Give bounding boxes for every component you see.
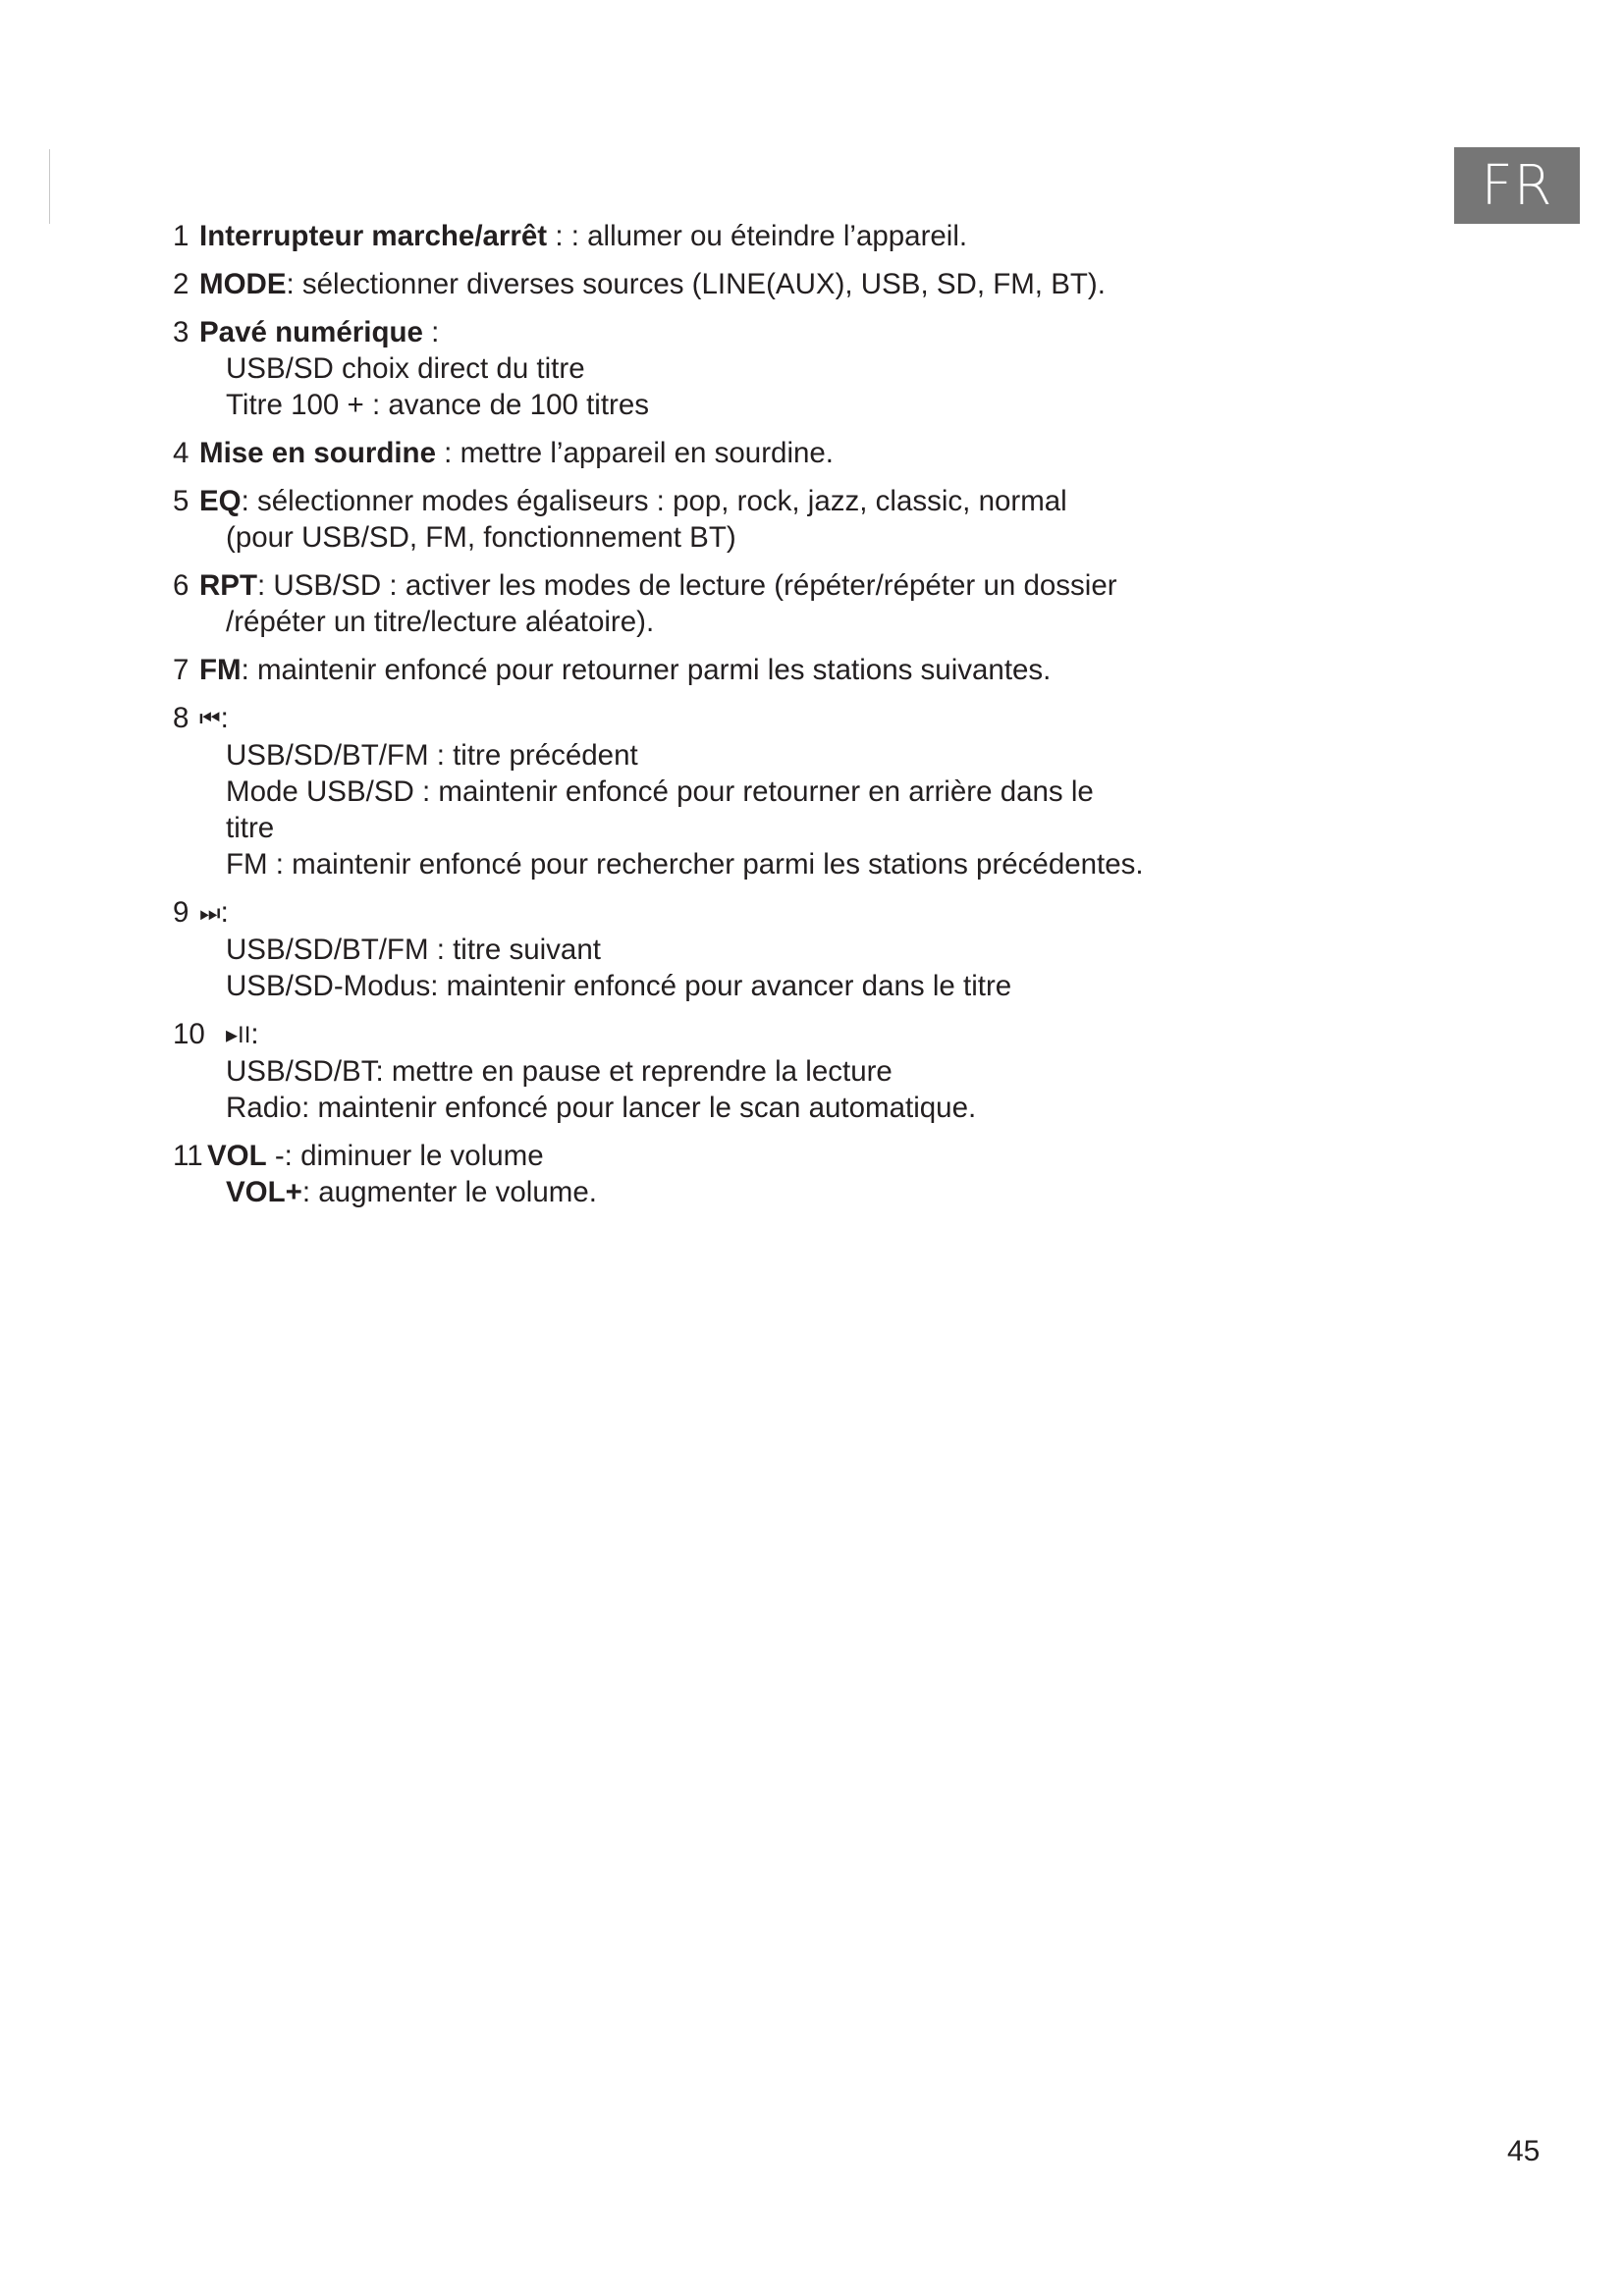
item-subline: USB/SD/BT/FM : titre suivant (226, 934, 601, 966)
list-item (173, 218, 1233, 254)
item-label: FM (199, 654, 242, 686)
next-track-icon: ⏭ (199, 900, 221, 927)
item-label: VOL+ (226, 1176, 302, 1208)
item-text: : (422, 316, 440, 348)
page-number: 45 (1507, 2135, 1541, 2167)
item-text: : : allumer ou éteindre l’appareil. (547, 220, 968, 252)
item-text: : sélectionner modes égaliseurs : pop, rock, jazz, classic, normal (241, 485, 1067, 517)
item-label: VOL (207, 1140, 267, 1172)
item-wrap-line: (pour USB/SD, FM, fonctionnement BT) (226, 521, 736, 554)
list-item (173, 266, 1233, 302)
item-label: RPT (199, 569, 257, 602)
list-item (173, 1016, 1233, 1126)
item-number: 5 (173, 485, 189, 517)
language-tab: FR (1454, 147, 1580, 224)
item-text: : USB/SD : activer les modes de lecture (répéter/répéter un dossier (257, 569, 1117, 602)
item-subline: FM : maintenir enfoncé pour rechercher parmi les stations précédentes. (226, 848, 1144, 881)
item-subline: USB/SD choix direct du titre (226, 352, 585, 385)
item-label: Interrupteur marche/arrêt (199, 220, 548, 252)
item-subline: Titre 100 + : avance de 100 titres (226, 389, 650, 421)
item-text: : (250, 1018, 259, 1050)
controls-list (173, 218, 1233, 1210)
list-item (173, 435, 1233, 471)
item-text: : mettre l’appareil en sourdine. (435, 437, 835, 469)
item-number: 7 (173, 654, 189, 686)
previous-track-icon: ⏮ (199, 706, 221, 732)
item-label: MODE (199, 268, 287, 300)
item-number: 4 (173, 437, 189, 469)
item-subline: Radio: maintenir enfoncé pour lancer le scan automatique. (226, 1092, 977, 1124)
item-subline: USB/SD/BT/FM : titre précédent (226, 739, 638, 772)
item-label: Mise en sourdine (199, 437, 436, 469)
item-text: : maintenir enfoncé pour retourner parmi les stations suivantes. (241, 654, 1052, 686)
play-pause-icon: ▸II (226, 1022, 251, 1048)
item-subline: USB/SD-Modus: maintenir enfoncé pour avancer dans le titre (226, 970, 1012, 1002)
item-number: 10 (173, 1018, 205, 1050)
item-subline: Mode USB/SD : maintenir enfoncé pour retourner en arrière dans le (226, 775, 1094, 808)
list-item (173, 700, 1233, 882)
item-subline: USB/SD/BT: mettre en pause et reprendre la lecture (226, 1055, 893, 1088)
list-item (173, 894, 1233, 1004)
list-item (173, 652, 1233, 688)
item-number: 8 (173, 702, 189, 734)
item-number: 11 (173, 1140, 203, 1172)
item-label: EQ (199, 485, 242, 517)
item-text: : (220, 702, 229, 734)
item-number: 9 (173, 896, 189, 929)
list-item (173, 483, 1233, 556)
item-text: : augmenter le volume. (301, 1176, 597, 1208)
list-item (173, 567, 1233, 640)
list-item (173, 1138, 1233, 1210)
list-item (173, 314, 1233, 423)
item-wrap-line: /répéter un titre/lecture aléatoire). (226, 606, 655, 638)
item-label: Pavé numérique (199, 316, 423, 348)
item-number: 1 (173, 220, 189, 252)
item-number: 3 (173, 316, 189, 348)
item-number: 2 (173, 268, 189, 300)
item-number: 6 (173, 569, 189, 602)
item-text: -: diminuer le volume (266, 1140, 544, 1172)
margin-rule (49, 149, 50, 224)
item-text: : (220, 896, 229, 929)
item-text: : sélectionner diverses sources (LINE(AUX), USB, SD, FM, BT). (286, 268, 1106, 300)
item-subline: titre (226, 812, 275, 844)
